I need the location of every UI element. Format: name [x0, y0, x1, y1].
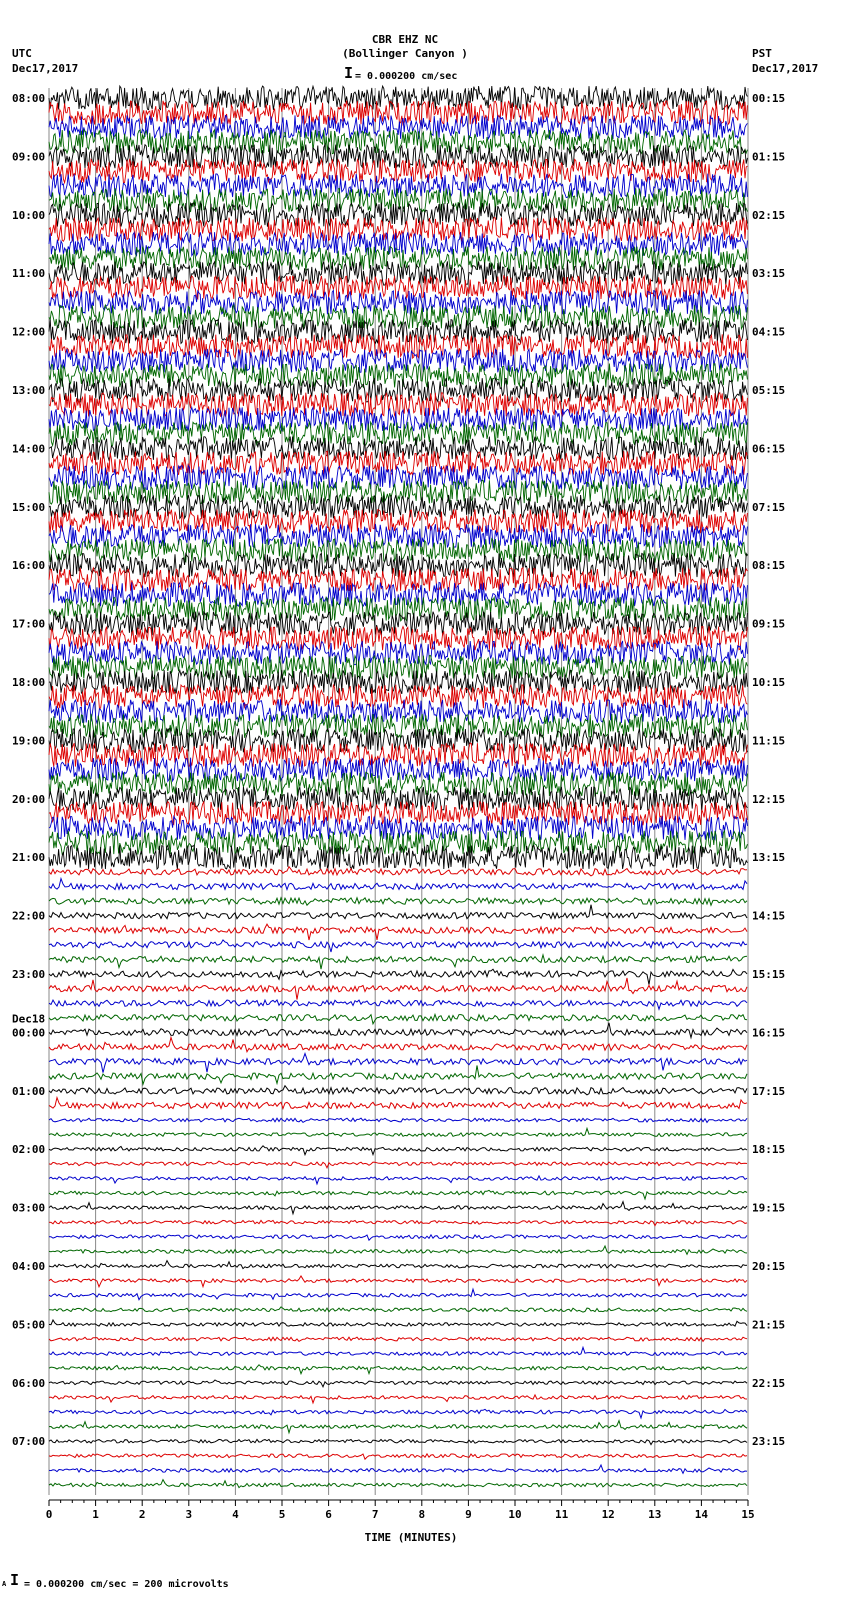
left-time-label: 07:00	[12, 1435, 46, 1449]
seismic-trace	[49, 1118, 747, 1122]
right-time-label: 19:15	[752, 1201, 786, 1215]
seismic-trace	[49, 1347, 747, 1355]
left-time-label: 14:00	[12, 442, 46, 456]
left-time-label: 05:00	[12, 1318, 46, 1332]
seismic-trace	[49, 905, 747, 919]
x-tick-label: 12	[601, 1508, 615, 1521]
right-time-label: 18:15	[752, 1143, 786, 1157]
seismic-trace	[49, 940, 747, 952]
footer-scale-bar-icon: I	[10, 1571, 20, 1589]
seismic-trace	[49, 1454, 747, 1459]
seismic-trace	[49, 305, 747, 329]
x-tick-label: 10	[508, 1508, 522, 1521]
seismic-trace	[49, 115, 747, 139]
right-time-label: 00:15	[752, 92, 786, 105]
seismic-trace	[49, 1465, 747, 1473]
x-tick-label: 5	[278, 1508, 286, 1521]
right-time-label: 03:15	[752, 267, 786, 281]
trace-group	[49, 86, 747, 1488]
seismic-trace	[49, 1220, 747, 1225]
seismic-trace	[49, 1128, 747, 1136]
x-tick-label: 15	[741, 1508, 755, 1521]
seismic-trace	[49, 969, 747, 984]
seismic-trace	[49, 276, 747, 300]
seismic-trace	[49, 1276, 747, 1287]
right-time-label: 09:15	[752, 617, 786, 631]
left-time-label: 12:00	[12, 325, 46, 339]
seismic-trace	[49, 1161, 747, 1168]
seismic-trace	[49, 1246, 747, 1254]
date-change-label: Dec18	[12, 1012, 46, 1026]
seismic-trace	[49, 1066, 747, 1085]
seismic-trace	[49, 1038, 747, 1052]
seismic-trace	[49, 203, 747, 227]
footer-marker: A	[2, 1580, 7, 1588]
seismic-trace	[49, 334, 747, 358]
footer-scale-note: = 0.000200 cm/sec = 200 microvolts	[24, 1579, 229, 1590]
left-time-label: 15:00	[12, 500, 46, 514]
utc-date: Dec17,2017	[12, 62, 79, 75]
right-time-label: 22:15	[752, 1376, 786, 1390]
left-time-label: 06:00	[12, 1376, 46, 1390]
seismic-trace	[49, 1380, 747, 1387]
left-time-label: 00:00	[12, 1026, 46, 1040]
right-time-label: 14:15	[752, 909, 786, 923]
seismic-trace	[49, 1480, 747, 1488]
right-time-label: 16:15	[752, 1026, 786, 1040]
x-axis	[46, 1500, 755, 1521]
seismic-trace	[49, 1289, 747, 1300]
seismic-trace	[49, 978, 747, 1000]
right-time-label: 17:15	[752, 1084, 786, 1098]
right-time-label: 06:15	[752, 442, 786, 456]
seismic-trace	[49, 1337, 747, 1341]
left-time-label: 10:00	[12, 208, 46, 222]
x-tick-label: 13	[648, 1508, 662, 1521]
seismic-trace	[49, 1086, 747, 1095]
seismic-trace	[49, 1176, 747, 1184]
seismic-trace	[49, 1320, 747, 1326]
left-time-label: 03:00	[12, 1201, 46, 1215]
right-time-label: 15:15	[752, 968, 786, 981]
left-time-label: 13:00	[12, 384, 46, 397]
x-tick-label: 7	[371, 1508, 379, 1521]
seismic-trace	[49, 879, 747, 890]
right-time-label: 05:15	[752, 384, 786, 397]
left-time-label: 16:00	[12, 559, 46, 573]
x-tick-label: 3	[185, 1508, 193, 1521]
seismic-trace	[49, 1000, 747, 1009]
right-time-label: 08:15	[752, 559, 786, 573]
left-time-label: 09:00	[12, 150, 46, 164]
seismic-trace	[49, 1365, 747, 1374]
location-title: (Bollinger Canyon )	[342, 47, 468, 60]
seismic-trace	[49, 1395, 747, 1403]
left-time-label: 22:00	[12, 909, 46, 923]
left-time-label: 11:00	[12, 267, 46, 281]
seismic-trace	[49, 1146, 747, 1155]
x-axis-title: TIME (MINUTES)	[364, 1531, 458, 1544]
seismic-trace	[49, 1054, 747, 1073]
x-tick-label: 11	[554, 1508, 569, 1521]
seismic-trace	[49, 1190, 747, 1199]
right-time-label: 01:15	[752, 150, 786, 164]
left-time-label: 19:00	[12, 734, 46, 748]
x-tick-label: 14	[694, 1508, 709, 1521]
utc-label: UTC	[12, 47, 32, 60]
x-tick-label: 4	[232, 1508, 239, 1521]
right-time-label: 12:15	[752, 792, 786, 806]
right-time-label: 04:15	[752, 325, 786, 339]
right-time-label: 10:15	[752, 676, 786, 689]
x-tick-label: 6	[325, 1508, 332, 1521]
left-time-label: 01:00	[12, 1084, 46, 1098]
left-time-label: 18:00	[12, 676, 46, 689]
seismic-trace	[49, 1421, 747, 1433]
left-time-label: 23:00	[12, 968, 46, 981]
seismic-trace	[49, 1261, 747, 1269]
x-tick-label: 0	[45, 1508, 53, 1521]
right-time-label: 13:15	[752, 851, 786, 865]
x-tick-label: 8	[418, 1508, 426, 1521]
seismic-trace	[49, 1023, 747, 1038]
seismic-trace	[49, 955, 747, 969]
seismic-trace	[49, 1098, 747, 1109]
seismic-trace	[49, 1307, 747, 1312]
seismic-trace	[49, 1014, 747, 1023]
right-time-label: 21:15	[752, 1318, 786, 1332]
scale-bar-icon: I	[344, 64, 354, 82]
seismic-trace	[49, 924, 747, 940]
seismic-trace	[49, 1409, 747, 1418]
seismic-trace	[49, 1202, 747, 1214]
right-time-labels	[752, 92, 785, 1448]
x-tick-label: 2	[138, 1508, 146, 1521]
x-tick-label: 1	[92, 1508, 99, 1521]
left-time-label: 17:00	[12, 617, 46, 631]
seismic-trace	[49, 553, 747, 577]
pst-date: Dec17,2017	[752, 62, 819, 75]
seismic-trace	[49, 1439, 747, 1444]
seismic-trace	[49, 801, 747, 825]
left-time-labels	[12, 92, 45, 1448]
right-time-label: 07:15	[752, 500, 786, 514]
scale-label: = 0.000200 cm/sec	[355, 71, 458, 82]
left-time-label: 02:00	[12, 1143, 46, 1157]
left-time-label: 21:00	[12, 851, 46, 865]
right-time-label: 11:15	[752, 734, 786, 748]
left-time-label: 20:00	[12, 792, 46, 806]
left-time-label: 08:00	[12, 92, 46, 105]
seismic-trace	[49, 466, 747, 490]
x-tick-label: 9	[465, 1508, 472, 1521]
seismic-trace	[49, 670, 747, 694]
station-title: CBR EHZ NC	[371, 33, 439, 46]
right-time-label: 20:15	[752, 1260, 786, 1273]
right-time-label: 23:15	[752, 1435, 786, 1449]
left-time-label: 04:00	[12, 1260, 46, 1273]
right-time-label: 02:15	[752, 208, 786, 222]
seismic-trace	[49, 898, 747, 906]
seismic-trace	[49, 1235, 747, 1240]
pst-label: PST	[752, 47, 772, 60]
